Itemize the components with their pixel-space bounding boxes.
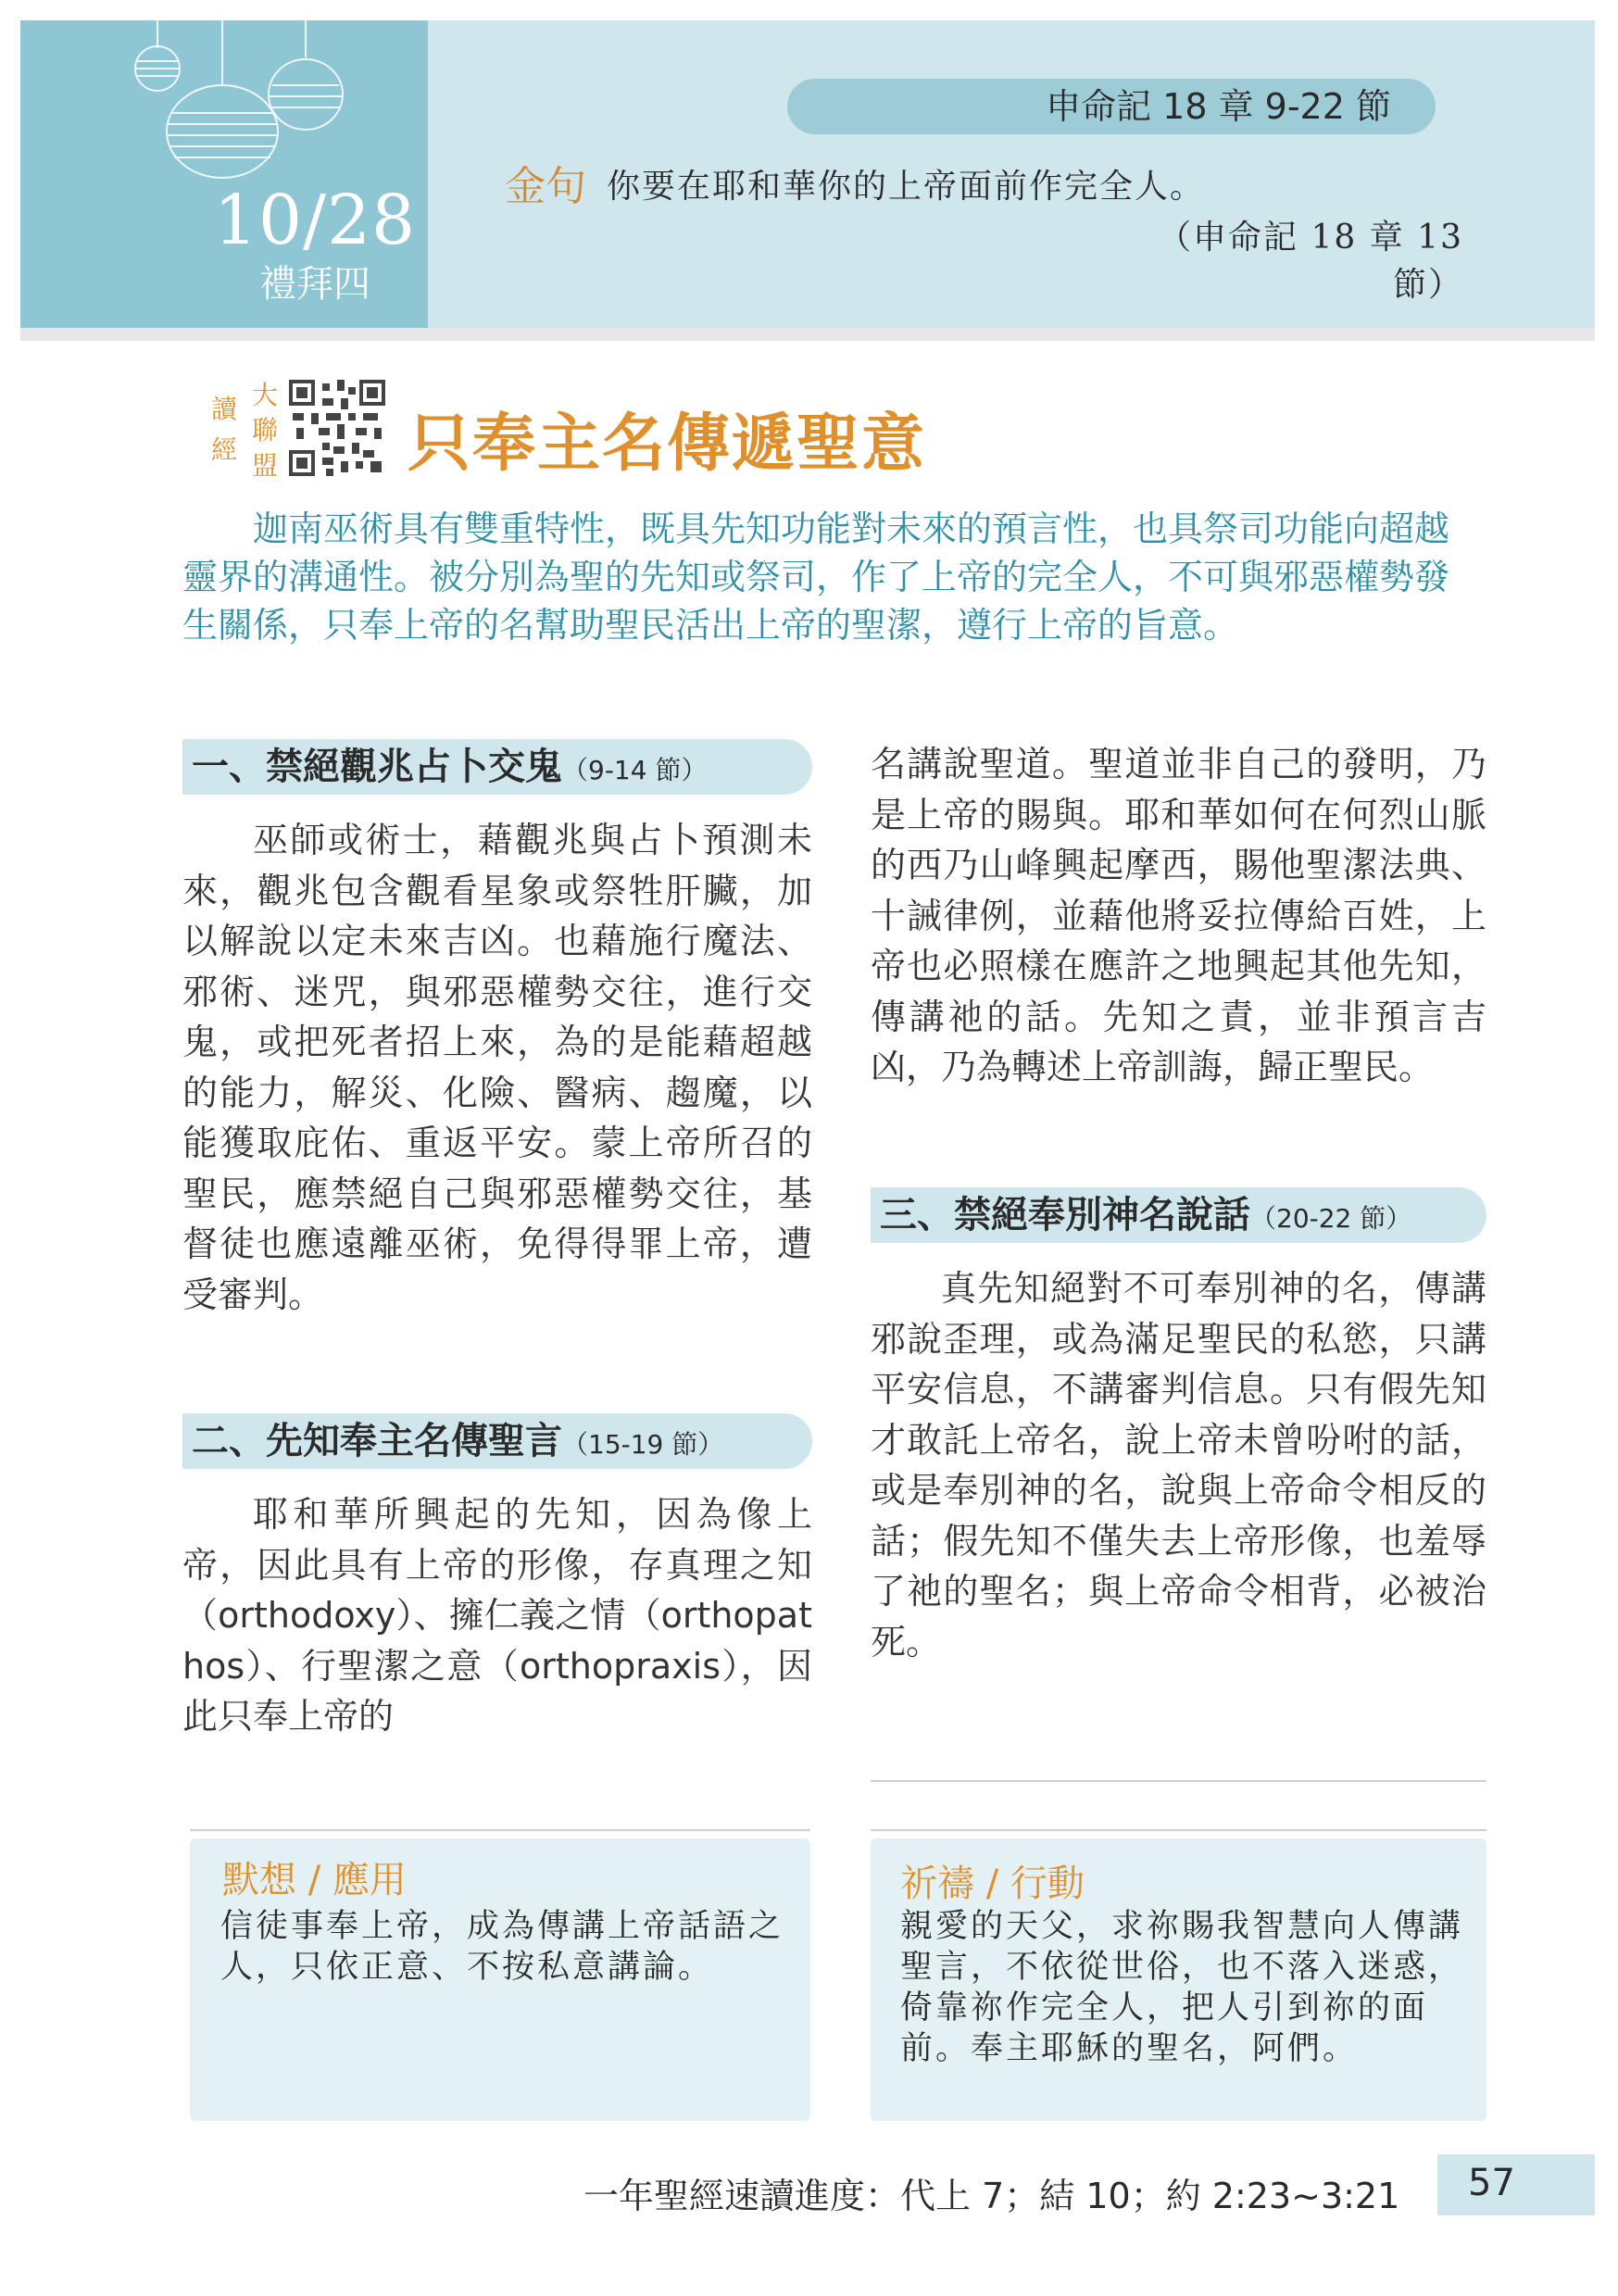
section-3-heading (871, 1187, 1486, 1243)
golden-verse-text: 你要在耶和華你的上帝面前作完全人。 (607, 168, 1206, 206)
meditation-text: 信徒事奉上帝，成為傳講上帝話語之人，只依正意、不按私意講論。 (220, 1908, 784, 1986)
weekday: 禮拜四 (259, 263, 370, 306)
section-1-body: 巫師或術士，藉觀兆與占卜預測未來，觀兆包含觀看星象或祭牲肝臟，加以解說以定未來吉凶。也藉施行魔法、邪術、迷咒，與邪惡權勢交往，進行交鬼，或把死者招上來，為的是能藉超越的能力，解災、化險、醫病、趨魔，以能獲取庇佑、重返平安。蒙上帝所召的聖民，應禁絕自己與邪惡權勢交往，基督徒也應遠離巫術，免得得罪上帝，遭受審判。 (182, 820, 812, 1315)
golden-verse-reference: （申命記 18 章 13 節） (1158, 219, 1463, 304)
section-1-heading (182, 739, 812, 795)
section-1-verses: （9-14 節） (562, 755, 708, 785)
section-2-body-continued: 名講說聖道。聖道並非自己的發明，乃是上帝的賜與。耶和華如何在何烈山脈的西乃山峰興起摩西，賜他聖潔法典、十誡律例，並藉他將妥拉傳給百姓，上帝也必照樣在應許之地興起其他先知，傳講祂的話。先知之責，並非預言吉凶，乃為轉述上帝訓誨，歸正聖民。 (871, 744, 1486, 1087)
section-2-title: 二、先知奉主名傳聖言 (192, 1420, 562, 1462)
section-3-verses: （20-22 節） (1250, 1203, 1412, 1234)
divider (871, 1829, 1486, 1831)
divider (190, 1829, 810, 1831)
section-3-title: 三、禁絕奉別神名說話 (880, 1194, 1250, 1236)
date: 10/28 (213, 181, 417, 260)
section-3-body: 真先知絕對不可奉別神的名，傳講邪說歪理，或為滿足聖民的私慾，只講平安信息，不講審判信息。只有假先知才敢託上帝名，說上帝未曾吩咐的話，或是奉別神的名，說與上帝命令相反的話；假先知不僅失去上帝形像，也羞辱了祂的聖名；與上帝命令相背，必被治死。 (871, 1268, 1486, 1662)
prayer-text: 親愛的天父，求祢賜我智慧向人傳講聖言，不依從世俗，也不落入迷惑，倚靠祢作完全人，把人引到祢的面前。奉主耶穌的聖名，阿們。 (900, 1908, 1464, 2067)
meditation-title: 默想 / 應用 (222, 1859, 407, 1901)
lantern-ornament-icon (120, 20, 352, 206)
qr-code-icon[interactable] (289, 380, 385, 476)
page-number-box (1437, 2154, 1595, 2215)
divider (871, 1780, 1486, 1782)
section-2-body: 耶和華所興起的先知，因為像上帝，因此具有上帝的形像，存真理之知（orthodoxy）、擁仁義之情（orthopathos）、行聖潔之意（orthopraxis），因此只奉上帝的 (182, 1494, 812, 1737)
section-2-verses: （15-19 節） (562, 1429, 724, 1460)
section-2-heading (182, 1413, 812, 1469)
intro-paragraph: 迦南巫術具有雙重特性，既具先知功能對未來的預言性，也具祭司功能向超越靈界的溝通性。被分別為聖的先知或祭司，作了上帝的完全人，不可與邪惡權勢發生關係，只奉上帝的名幫助聖民活出上帝的聖潔，遵行上帝的旨意。 (182, 508, 1450, 646)
header-divider (20, 328, 1595, 341)
section-1-title: 一、禁絕觀兆占卜交鬼 (192, 746, 562, 788)
reading-progress: 一年聖經速讀進度：代上 7；結 10；約 2:23~3:21 (583, 2176, 1400, 2216)
label-big-league: 大聯盟 (252, 380, 279, 481)
scripture-reference: 申命記 18 章 9-22 節 (787, 79, 1436, 134)
page-title: 只奉主名傳遞聖意 (408, 407, 927, 481)
golden-verse-label: 金句 (505, 163, 586, 210)
page-number: 57 (1468, 2162, 1515, 2204)
label-read-bible: 讀經 (211, 394, 238, 465)
prayer-title: 祈禱 / 行動 (900, 1863, 1085, 1905)
